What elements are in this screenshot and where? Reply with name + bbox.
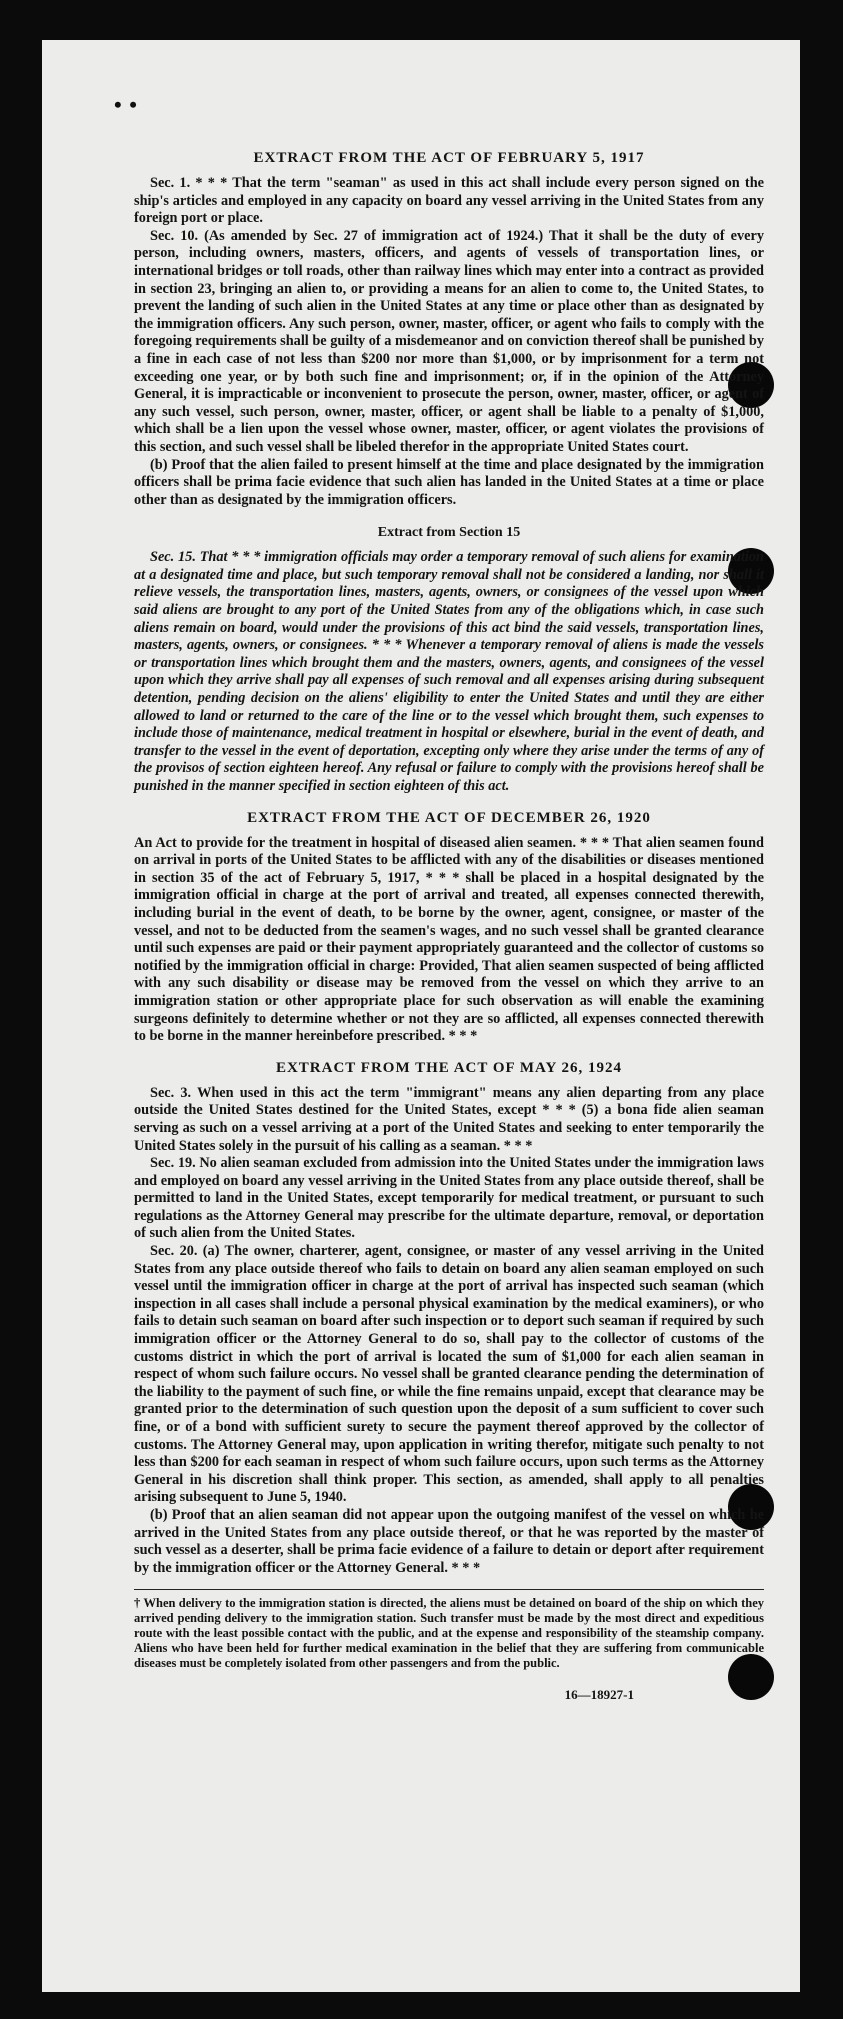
document-page: [42, 40, 800, 1992]
section-heading: EXTRACT FROM THE ACT OF MAY 26, 1924: [275, 1059, 623, 1076]
paragraph: Sec. 3. When used in this act the term "immigrant" means any alien departing from any place outside the United States destined for the United States, except * * * (5) a bona fide alien seaman serving as such on a vessel arriving at a port of the United States and seeking to enter temporarily the United States solely in the pursuit of his calling as a seaman. * * *: [134, 1084, 764, 1154]
paragraph: (b) Proof that the alien failed to present himself at the time and place designated by the immigration officers shall be prima facie evidence that such alien has landed in the United States at a time or place other than as designated by the immigration officers.: [134, 456, 764, 508]
paragraph: (b) Proof that an alien seaman did not appear upon the outgoing manifest of the vessel on which he arrived in the United States from any place outside thereof, or that he was reported by the master of such vessel as a deserter, shall be prima facie evidence of a failure to detain or deport after requirement by the immigration officer or the Attorney General. * * *: [134, 1506, 764, 1576]
paragraph: Sec. 15. That * * * immigration officials may order a temporary removal of such aliens for examination at a designated time and place, but such temporary removal shall not be considered a landing, nor shall it relieve vessels, the transportation lines, masters, agents, owners, or consignees of the vessel upon which said aliens are brought to any port of the United States from any of the obligations which, in case such aliens remain on board, would under the provisions of this act bind the said vessels, transportation lines, masters, agents, owners, or consignees. * * * Whenever a temporary removal of aliens is made the vessels or transportation lines which brought them and the masters, owners, agents, and consignees of the vessel upon which they arrive shall pay all expenses of such removal and all expenses arising during subsequent detention, pending decision on the aliens' eligibility to enter the United States and until they are either allowed to land or returned to the care of the line or to the vessel which brought them, such expenses to include those of maintenance, medical treatment in hospital or elsewhere, burial in the event of death, and transfer to the vessel in the event of deportation, excepting only where they arise under the terms of any of the provisos of section eighteen hereof. Any refusal or failure to comply with the provisions hereof shall be punished in the manner specified in section eighteen of this act.: [134, 549, 764, 794]
footnote: † When delivery to the immigration station is directed, the aliens must be detained on board of the ship on which they arrived pending delivery to the immigration station. Such transfer must be made by the most direct and expeditious route with the least possible contact with the public, and at the expense and responsibility of the steamship company. Aliens who have been held for further medical examination in the belief that they are suffering from communicable diseases must be completely isolated from other passengers and from the public.: [134, 1596, 764, 1671]
section-heading: EXTRACT FROM THE ACT OF FEBRUARY 5, 1917: [253, 150, 645, 166]
corner-mark: • •: [114, 92, 138, 117]
paragraph: Sec. 19. No alien seaman excluded from admission into the United States under the immigration laws and employed on board any vessel arriving in the United States from any place outside thereof, shall be permitted to land in the United States, except temporarily for medical treatment, or pursuant to such regulations as the Attorney General may prescribe for the ultimate departure, removal, or deportation of such alien from the United States.: [134, 1155, 764, 1242]
paragraph: Sec. 1. * * * That the term "seaman" as used in this act shall include every person signed on the ship's articles and employed in any capacity on board any vessel arriving in the United States from any foreign port or place.: [134, 175, 764, 227]
paragraph: An Act to provide for the treatment in hospital of diseased alien seamen. * * * That alien seamen found on arrival in ports of the United States to be afflicted with any of the disabilities or diseases mentioned in section 35 of the act of February 5, 1917, * * * shall be placed in a hospital designated by the immigration official in charge at the port of arrival and treated, all expenses connected therewith, including burial in the event of death, to be borne by the owner, agent, consignee, or master of the vessel, and not to be deducted from the seamen's wages, and no such vessel shall be granted clearance until such expenses are paid or their payment appropriately guaranteed and the collector of customs so notified by the immigration official in charge: Provided, That alien seamen suspected of being afflicted with any such disability or disease may be removed from the vessel on which they arrive to an immigration station or other appropriate place for such observation as will enable the examining surgeons definitely to determine whether or not they are so afflicted, all expenses connected therewith to be borne in the manner hereinbefore prescribed. * * *: [134, 834, 764, 1045]
section-heading: Extract from Section 15: [377, 525, 521, 541]
footnote-block: [134, 1589, 764, 1671]
paragraph: Sec. 20. (a) The owner, charterer, agent, consignee, or master of any vessel arriving in the United States from any place outside thereof who fails to detain on board any alien seaman employed on such vessel until the immigration officer in charge at the port of arrival has inspected such seaman (which inspection in all cases shall include a personal physical examination by the medical examiners), or who fails to detain such seaman on board after such inspection or to deport such seaman if required by such immigration officer or the Attorney General to do so, shall pay to the collector of customs of the customs district in which the port of arrival is located the sum of $1,000 for each alien seaman in respect of whom such failure occurs. No vessel shall be granted clearance pending the determination of the liability to the payment of such fine, or while the fine remains unpaid, except that clearance may be granted prior to the determination of such question upon the deposit of a sum sufficient to cover such fine, or of a bond with sufficient surety to secure the payment thereof approved by the collector of customs. The Attorney General may, upon application in writing therefor, mitigate such penalty to not less than $200 for each seaman in respect of whom such failure occurs, upon such terms as the Attorney General in his discretion shall think proper. This section, as amended, shall apply to all penalties arising subsequent to June 5, 1940.: [134, 1243, 764, 1506]
form-code: 16—18927-1: [564, 1687, 634, 1703]
section-heading: EXTRACT FROM THE ACT OF DECEMBER 26, 1920: [247, 809, 651, 826]
paragraph: Sec. 10. (As amended by Sec. 27 of immigration act of 1924.) That it shall be the duty of every person, including owners, masters, officers, and agents of vessels of transportation lines, or international bridges or toll roads, other than railway lines which may enter into a contract as provided in section 23, bringing an alien to, or providing a means for an alien to come to, the United States, to prevent the landing of such alien in the United States at any time or place other than as designated by the immigration officers. Any such person, owner, master, officer, or agent who fails to comply with the foregoing requirements shall be guilty of a misdemeanor and on conviction thereof shall be punished by a fine in each case of not less than $200 nor more than $1,000, or by imprisonment for a term not exceeding one year, or by both such fine and imprisonment; or, if in the opinion of the Attorney General, it is impracticable or inconvenient to prosecute the person, owner, master, officer, or agent of any such vessel, such person, owner, master, officer, or agent shall be liable to a penalty of $1,000, which shall be a lien upon the vessel whose owner, master, officer, or agent violates the provisions of this section, and such vessel shall be libeled therefor in the appropriate United States court.: [134, 227, 764, 455]
document-body: [134, 150, 764, 1703]
